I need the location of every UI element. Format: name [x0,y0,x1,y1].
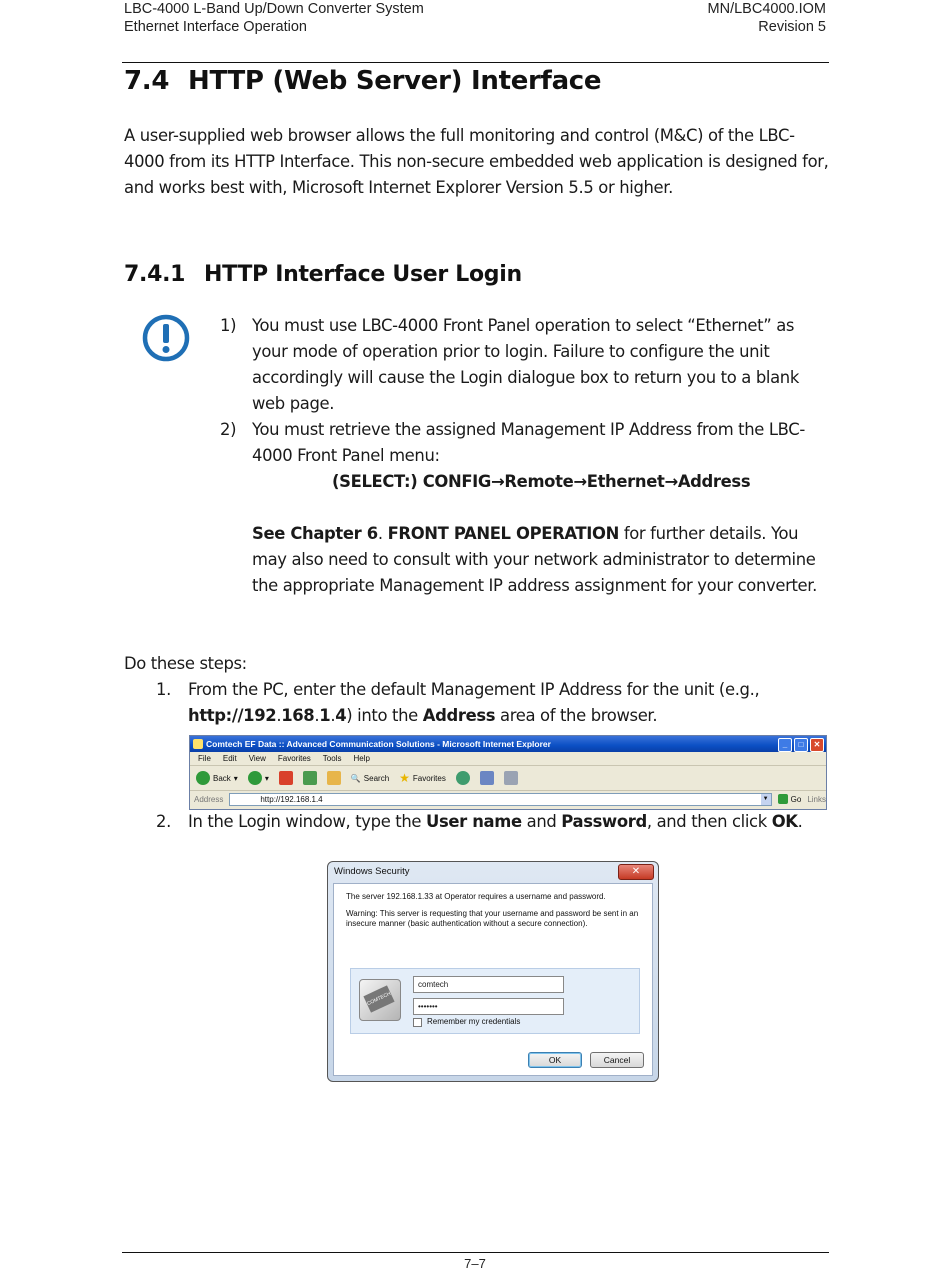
password-term: Password [561,812,647,831]
step-text [156,677,826,729]
username-field[interactable]: comtech [413,976,564,993]
notice-box [220,313,830,599]
section-intro [124,123,829,201]
stop-button[interactable] [279,771,293,785]
step-text-part: area of the browser. [495,706,658,725]
notice-item-1 [220,313,830,417]
step-2 [156,809,826,835]
step-text-part: , and then click [646,812,772,831]
address-label: Address [194,794,224,804]
search-label: Search [363,773,390,783]
maximize-icon[interactable]: □ [794,738,808,752]
mail-button[interactable] [480,771,494,785]
chapter-reference: See Chapter 6 [252,524,378,543]
print-button[interactable] [504,771,518,785]
favorites-label: Favorites [412,773,446,783]
remember-label: Remember my credentials [427,1017,521,1026]
search-button[interactable] [351,774,389,783]
header-chapter: Ethernet Interface Operation [124,19,307,35]
user-tile-icon [359,979,401,1021]
menu-tools[interactable]: Tools [322,754,342,763]
page-number: 7–7 [464,1256,486,1271]
minimize-icon[interactable]: _ [778,738,792,752]
step-text-part: From the PC, enter the default Management IP Address for the unit (e.g., [188,680,760,699]
notice-item-2 [220,417,830,599]
dialog-message [346,892,641,936]
links-button[interactable]: Links [807,794,826,804]
stop-icon [279,771,293,785]
menu-file[interactable]: File [198,754,211,763]
ip-example [188,706,346,725]
step-number: 1. [156,680,171,699]
chevron-down-icon[interactable]: ▼ [761,794,771,805]
step-text-part: and [521,812,562,831]
header-rule [122,62,829,63]
step-number: 2. [156,812,171,831]
menu-help[interactable]: Help [353,754,370,763]
dialog-title: Windows Security [334,866,410,877]
browser-toolbar [190,766,826,791]
mail-icon [480,771,494,785]
favorites-button[interactable] [399,771,446,785]
remember-checkbox[interactable] [413,1018,422,1027]
password-field[interactable]: ••••••• [413,998,564,1015]
dialog-message-line: The server 192.168.1.33 at Operator requires a username and password. [346,892,606,901]
header-revision: Revision 5 [758,19,826,35]
address-input[interactable] [229,793,771,806]
ip-dot: . [276,706,282,725]
section-heading [124,66,601,96]
subsection-heading [124,262,522,287]
close-icon[interactable]: ✕ [810,738,824,752]
step-text-part: ) into the [346,706,423,725]
go-label: Go [790,794,802,804]
browser-menu-bar [190,752,826,766]
ok-term: OK [771,812,798,831]
forward-button[interactable]: ▾ [248,771,269,785]
refresh-icon [303,771,317,785]
see-chapter-suffix: for further details. You may also need to consult with your network administrator to determine the appropriate Management IP address assignment for your converter. [252,524,818,595]
see-chapter-text [252,521,830,599]
intro-paragraph: A user-supplied web browser allows the full monitoring and control (M&C) of the LBC-4000 from its HTTP Interface. This non-secure embedded web application is designed for, and works best with, Microsoft Internet Explorer Version 5.5 or higher. [124,126,829,197]
exclamation-circle-icon [141,313,191,363]
step-text-part: In the Login window, type the [188,812,427,831]
ip-part: 4 [335,706,347,725]
back-button[interactable]: Back ▾ [196,771,238,785]
home-button[interactable] [327,771,341,785]
user-tile-label: COMTECH [363,985,394,1012]
ip-dot: . [314,706,320,725]
chapter-title: FRONT PANEL OPERATION [387,524,619,543]
header-product: LBC-4000 L-Band Up/Down Converter System [124,1,424,17]
ip-part: http://192 [188,706,277,725]
dialog-body [333,883,653,1076]
running-header-right [708,0,826,36]
notice-item-number: 1) [220,316,237,335]
step-1 [156,677,826,729]
steps-intro: Do these steps: [124,654,247,673]
user-name-term: User name [426,812,522,831]
step-text [156,809,826,835]
close-icon[interactable]: ✕ [618,864,654,880]
browser-screenshot [189,735,827,810]
menu-favorites[interactable]: Favorites [277,754,311,763]
print-icon [504,771,518,785]
forward-arrow-icon [248,771,262,785]
section-title: HTTP (Web Server) Interface [188,66,602,96]
menu-edit[interactable]: Edit [222,754,237,763]
search-icon: 🔍 [350,773,361,783]
subsection-title: HTTP Interface User Login [204,262,522,287]
menu-view[interactable]: View [248,754,266,763]
browser-title: Comtech EF Data :: Advanced Communication Solutions - Microsoft Internet Explorer [206,739,551,749]
separator: . [377,524,388,543]
remember-credentials[interactable] [413,1017,520,1027]
notice-item-text: You must use LBC-4000 Front Panel operation to select “Ethernet” as your mode of operation prior to login. Failure to configure the unit accordingly will cause the Login dialogue box to return you to a blank web page. [252,316,799,413]
ie-logo-icon [193,739,203,749]
running-header-left [124,0,424,36]
ok-button[interactable]: OK [528,1052,582,1068]
step-text-part: . [797,812,803,831]
star-icon: ★ [399,771,410,785]
go-arrow-icon [778,794,788,804]
address-term: Address [422,706,496,725]
cancel-button[interactable]: Cancel [590,1052,644,1068]
go-button[interactable] [778,794,802,804]
history-icon [456,771,470,785]
subsection-number: 7.4.1 [124,262,186,287]
address-bar [190,791,826,807]
credentials-panel [350,968,640,1034]
ip-part: 168 [281,706,315,725]
history-button[interactable] [456,771,470,785]
menu-path: (SELECT:) CONFIG→Remote→Ethernet→Address [332,472,751,491]
back-arrow-icon [196,771,210,785]
notice-item-text: You must retrieve the assigned Management IP Address from the LBC-4000 Front Panel menu: [252,420,805,465]
notice-item-number: 2) [220,420,237,439]
back-label: Back [213,773,231,783]
browser-title-bar [190,736,826,752]
dialog-warning: Warning: This server is requesting that your username and password be sent in an insecure manner (basic authentication without a secure connection). [346,908,639,928]
header-doc-id: MN/LBC4000.IOM [707,1,826,17]
login-dialog [327,861,659,1082]
section-number: 7.4 [124,66,170,96]
refresh-button[interactable] [303,771,317,785]
footer-rule [122,1252,829,1253]
address-value: http://192.168.1.4 [260,794,323,804]
dialog-title-bar [328,862,658,882]
home-icon [327,771,341,785]
ip-part: 1 [319,706,331,725]
ip-dot: . [330,706,336,725]
